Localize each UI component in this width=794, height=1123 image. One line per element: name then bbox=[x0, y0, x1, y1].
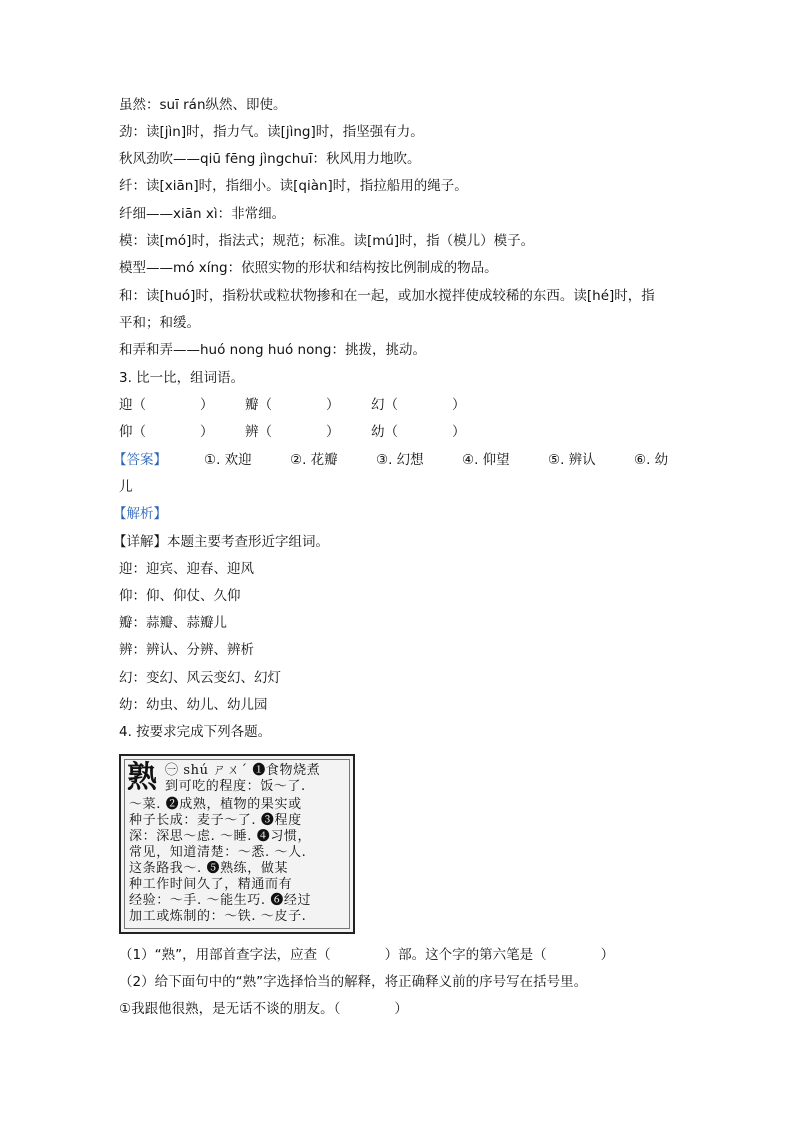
question-3-title: 3. 比一比，组词语。 bbox=[119, 370, 245, 386]
explain-line: 迎：迎宾、迎春、迎风 bbox=[119, 561, 254, 577]
answer-tag: 【答案】 bbox=[113, 452, 167, 468]
explain-line: 幼：幼虫、幼儿、幼儿园 bbox=[119, 697, 268, 713]
vocab-line: 虽然：suī rán纵然、即使。 bbox=[119, 97, 287, 113]
sub-question-2: （2）给下面句中的“熟”字选择恰当的解释，将正确释义前的序号写在括号里。 bbox=[119, 974, 588, 990]
answer-item: ⑤. 辨认 bbox=[548, 452, 596, 468]
vocab-line: 纤细——xiān xì：非常细。 bbox=[119, 206, 286, 222]
explain-line: 仰：仰、仰仗、久仰 bbox=[119, 588, 241, 604]
word-blank: 幼（ ） bbox=[371, 424, 466, 440]
explain-line: 瓣：蒜瓣、蒜瓣儿 bbox=[119, 615, 227, 631]
vocab-line: 和弄和弄——huó nong huó nong：挑拨，挑动。 bbox=[119, 342, 426, 358]
word-blank: 迎（ ） bbox=[119, 397, 214, 413]
dictionary-entry-frame bbox=[124, 759, 350, 929]
vocab-line: 平和；和缓。 bbox=[119, 315, 200, 331]
analysis-tag: 【解析】 bbox=[113, 506, 167, 522]
explain-line: 辨：辨认、分辨、辨析 bbox=[119, 642, 254, 658]
dictionary-line: 深：深思～虑. ～睡. ❹习惯， bbox=[129, 829, 312, 844]
vocab-line: 和：读[huó]时，指粉状或粒状物掺和在一起，或加水搅拌使成较稀的东西。读[hé]时，指 bbox=[119, 288, 655, 304]
dictionary-line: ～菜. ❷成熟，植物的果实或 bbox=[129, 797, 302, 812]
dictionary-line: 常见，知道清楚：～悉. ～人. bbox=[129, 845, 307, 860]
answer-item: ⑥. 幼 bbox=[634, 452, 669, 468]
dictionary-line: 加工或炼制的：～铁. ～皮子. bbox=[129, 909, 307, 924]
vocab-line: 模：读[mó]时，指法式；规范；标准。读[mú]时，指（模儿）模子。 bbox=[119, 233, 535, 249]
detail-line: 【详解】本题主要考查形近字组词。 bbox=[113, 534, 329, 550]
question-4-title: 4. 按要求完成下列各题。 bbox=[119, 724, 272, 740]
dictionary-line: 这条路我～. ❺熟练，做某 bbox=[129, 861, 289, 876]
word-blank: 瓣（ ） bbox=[245, 397, 340, 413]
dictionary-headword: 熟 bbox=[127, 760, 157, 795]
dictionary-line: 到可吃的程度：饭～了. bbox=[165, 779, 306, 794]
dictionary-line: 种工作时间久了，精通而有 bbox=[129, 877, 293, 892]
answer-wrap: 儿 bbox=[119, 479, 133, 495]
explain-line: 幻：变幻、风云变幻、幻灯 bbox=[119, 670, 281, 686]
dictionary-line: 种子长成：麦子～了. ❸程度 bbox=[129, 813, 302, 828]
answer-item: ①. 欢迎 bbox=[204, 452, 252, 468]
sub-question-1: （1）“熟”，用部首查字法，应查（ ）部。这个字的第六笔是（ ） bbox=[119, 947, 615, 963]
dictionary-line: ㊀ shú ㄕㄨˊ ❶食物烧煮 bbox=[165, 763, 321, 778]
word-blank: 仰（ ） bbox=[119, 424, 214, 440]
dictionary-entry-image bbox=[119, 754, 355, 934]
vocab-line: 纤：读[xiān]时，指细小。读[qiàn]时，指拉船用的绳子。 bbox=[119, 178, 468, 194]
word-blank: 幻（ ） bbox=[371, 397, 466, 413]
sub-question-2-item-1: ①我跟他很熟，是无话不谈的朋友。（ ） bbox=[119, 1001, 408, 1017]
vocab-line: 劲：读[jìn]时，指力气。读[jìng]时，指坚强有力。 bbox=[119, 124, 424, 140]
vocab-line: 秋风劲吹——qiū fēng jìngchuī：秋风用力地吹。 bbox=[119, 151, 421, 167]
answer-item: ③. 幻想 bbox=[376, 452, 424, 468]
answer-item: ④. 仰望 bbox=[462, 452, 510, 468]
answer-item: ②. 花瓣 bbox=[290, 452, 338, 468]
dictionary-line: 经验：～手. ～能生巧. ❻经过 bbox=[129, 893, 312, 908]
word-blank: 辨（ ） bbox=[245, 424, 340, 440]
vocab-line: 模型——mó xíng：依照实物的形状和结构按比例制成的物品。 bbox=[119, 260, 498, 276]
